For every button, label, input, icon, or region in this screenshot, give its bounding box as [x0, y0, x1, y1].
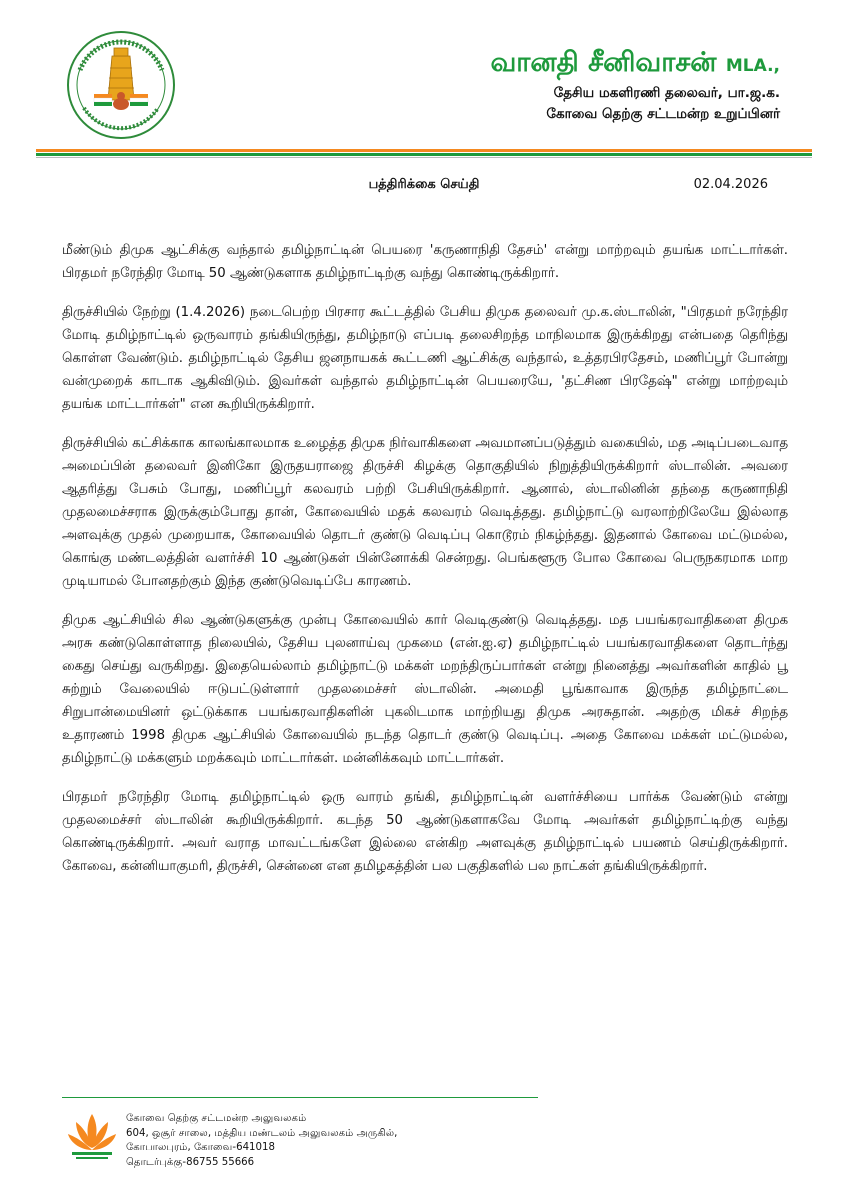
header-rule-orange — [36, 149, 812, 152]
footer-rule — [62, 1097, 538, 1098]
header-rule-green — [36, 153, 812, 156]
mla-suffix: MLA., — [725, 56, 780, 76]
letterhead — [490, 46, 780, 125]
mla-name-text: வானதி சீனிவாசன் — [490, 47, 717, 78]
footer-address-line-2: கோபாலபுரம், கோவை-641018 — [126, 1142, 275, 1153]
paragraph-3: திருச்சியில் கட்சிக்காக காலங்காலமாக உழைத்த திமுக நிர்வாகிகளை அவமானப்படுத்தும் வகையில், மத அடிப்படைவாத அமைப்பின் தலைவர் இனிகோ இருதயராஜை திருச்சி கிழக்கு தொகுதியில் நிறுத்தியிருக்கிறார் ஸ்டாலின். அவரை ஆதரித்து பேசும் போது, மணிப்பூர் கலவரம் பற்றி பேசியிருக்கிறார். ஆனால், ஸ்டாலினின் தந்தை கருணாநிதி முதலமைச்சராக இருக்கும்போது தான், கோவையில் மதக் கலவரம் வெடித்தது. தமிழ்நாட்டு வரலாற்றிலேயே இல்லாத அளவுக்கு முதல் முறையாக, கோவையில் தொடர் குண்டு வெடிப்பு கொடூரம் நிகழ்ந்தது. இதனால் கோவை மட்டுமல்ல, கொங்கு மண்டலத்தின் வளர்ச்சி 10 ஆண்டுகள் பின்னோக்கி சென்றது. பெங்களூரு போல கோவை பெருநகரமாக மாற முடியாமல் போனதற்கும் இந்த குண்டுவெடிப்பே காரணம். — [62, 436, 788, 589]
header-rule-gray — [36, 157, 812, 158]
designation-line-1: தேசிய மகளிரணி தலைவர், பா.ஜ.க. — [553, 85, 780, 101]
press-release-label: பத்திரிக்கை செய்தி — [368, 177, 480, 192]
footer-contact: தொடர்புக்கு-86755 55666 — [126, 1156, 255, 1168]
footer-address-line-1: 604, ஒசூர் சாலை, மத்திய மண்டலம் அலுவலகம் அருகில், — [126, 1127, 398, 1139]
mla-name — [490, 46, 780, 83]
press-release-body — [62, 239, 788, 894]
designation-line-2: கோவை தெற்கு சட்டமன்ற உறுப்பினர் — [546, 106, 780, 122]
footer-office-name: கோவை தெற்கு சட்டமன்ற அலுவலகம் — [126, 1113, 307, 1124]
paragraph-2: திருச்சியில் நேற்று (1.4.2026) நடைபெற்ற பிரசார கூட்டத்தில் பேசிய திமுக தலைவர் மு.க.ஸ்டாலின், "பிரதமர் நரேந்திர மோடி தமிழ்நாட்டில் ஒருவாரம் தங்கியிருந்து, தமிழ்நாடு எப்படி தலைசிறந்த மாநிலமாக இருக்கிறது என்பதை தெரிந்து கொள்ள வேண்டும். தமிழ்நாட்டில் தேசிய ஜனநாயகக் கூட்டணி ஆட்சிக்கு வந்தால், உத்தரபிரதேசம், மணிப்பூர் போன்று வன்முறைக் காடாக ஆகிவிடும். இவர்கள் வந்தால் தமிழ்நாட்டின் பெயரையே, 'தட்சிண பிரதேஷ்" என்று மாற்றவும் தயங்க மாட்டார்கள்" என கூறியிருக்கிறார். — [62, 305, 788, 412]
footer-address — [126, 1112, 397, 1170]
paragraph-5: பிரதமர் நரேந்திர மோடி தமிழ்நாட்டில் ஒரு வாரம் தங்கி, தமிழ்நாட்டின் வளர்ச்சியை பார்க்க வேண்டும் என்று முதலமைச்சர் ஸ்டாலின் கூறியிருக்கிறார். கடந்த 50 ஆண்டுகளாகவே மோடி அவர்கள் தமிழ்நாட்டிற்கு வந்து கொண்டிருக்கிறார். அவர் வராத மாவட்டங்களே இல்லை என்கிற அளவுக்கு தமிழ்நாட்டில் பயணம் செய்திருக்கிறார். கோவை, கன்னியாகுமரி, திருச்சி, சென்னை என தமிழகத்தின் பல பகுதிகளில் பல நாட்கள் தங்கியிருக்கிறார். — [62, 790, 788, 874]
tamil-nadu-emblem-icon — [66, 30, 176, 140]
paragraph-1: மீண்டும் திமுக ஆட்சிக்கு வந்தால் தமிழ்நாட்டின் பெயரை 'கருணாநிதி தேசம்' என்று மாற்றவும் தயங்க மாட்டார்கள். பிரதமர் நரேந்திர மோடி 50 ஆண்டுகளாக தமிழ்நாட்டிற்கு வந்து கொண்டிருக்கிறார். — [62, 243, 788, 281]
press-release-date: 02.04.2026 — [693, 177, 768, 192]
paragraph-4: திமுக ஆட்சியில் சில ஆண்டுகளுக்கு முன்பு கோவையில் கார் வெடிகுண்டு வெடித்தது. மத பயங்கரவாதிகளை திமுக அரசு கண்டுகொள்ளாத நிலையில், தேசிய புலனாய்வு முகமை (என்.ஐ.ஏ) தமிழ்நாட்டில் பயங்கரவாதிகளை தொடர்ந்து கைது செய்து வருகிறது. இதையெல்லாம் தமிழ்நாட்டு மக்கள் மறந்திருப்பார்கள் என்று நினைத்து அவர்களின் காதில் பூ சுற்றும் வேலையில் ஈடுபட்டுள்ளார் முதலமைச்சர் ஸ்டாலின். அமைதி பூங்காவாக இருந்த தமிழ்நாட்டை சிறுபான்மையினர் ஒட்டுக்காக பயங்கரவாதிகளின் புகலிடமாக மாற்றியது திமுக அரசுதான். அதற்கு மிகச் சிறந்த உதாரணம் 1998 திமுக ஆட்சியில் கோவையில் நடந்த தொடர் குண்டு வெடிப்பு. அதை கோவை மக்கள் மட்டுமல்ல, தமிழ்நாட்டு மக்களும் மறக்கவும் மாட்டார்கள். மன்னிக்கவும் மாட்டார்கள். — [62, 613, 788, 766]
bjp-lotus-logo-icon — [66, 1108, 118, 1170]
